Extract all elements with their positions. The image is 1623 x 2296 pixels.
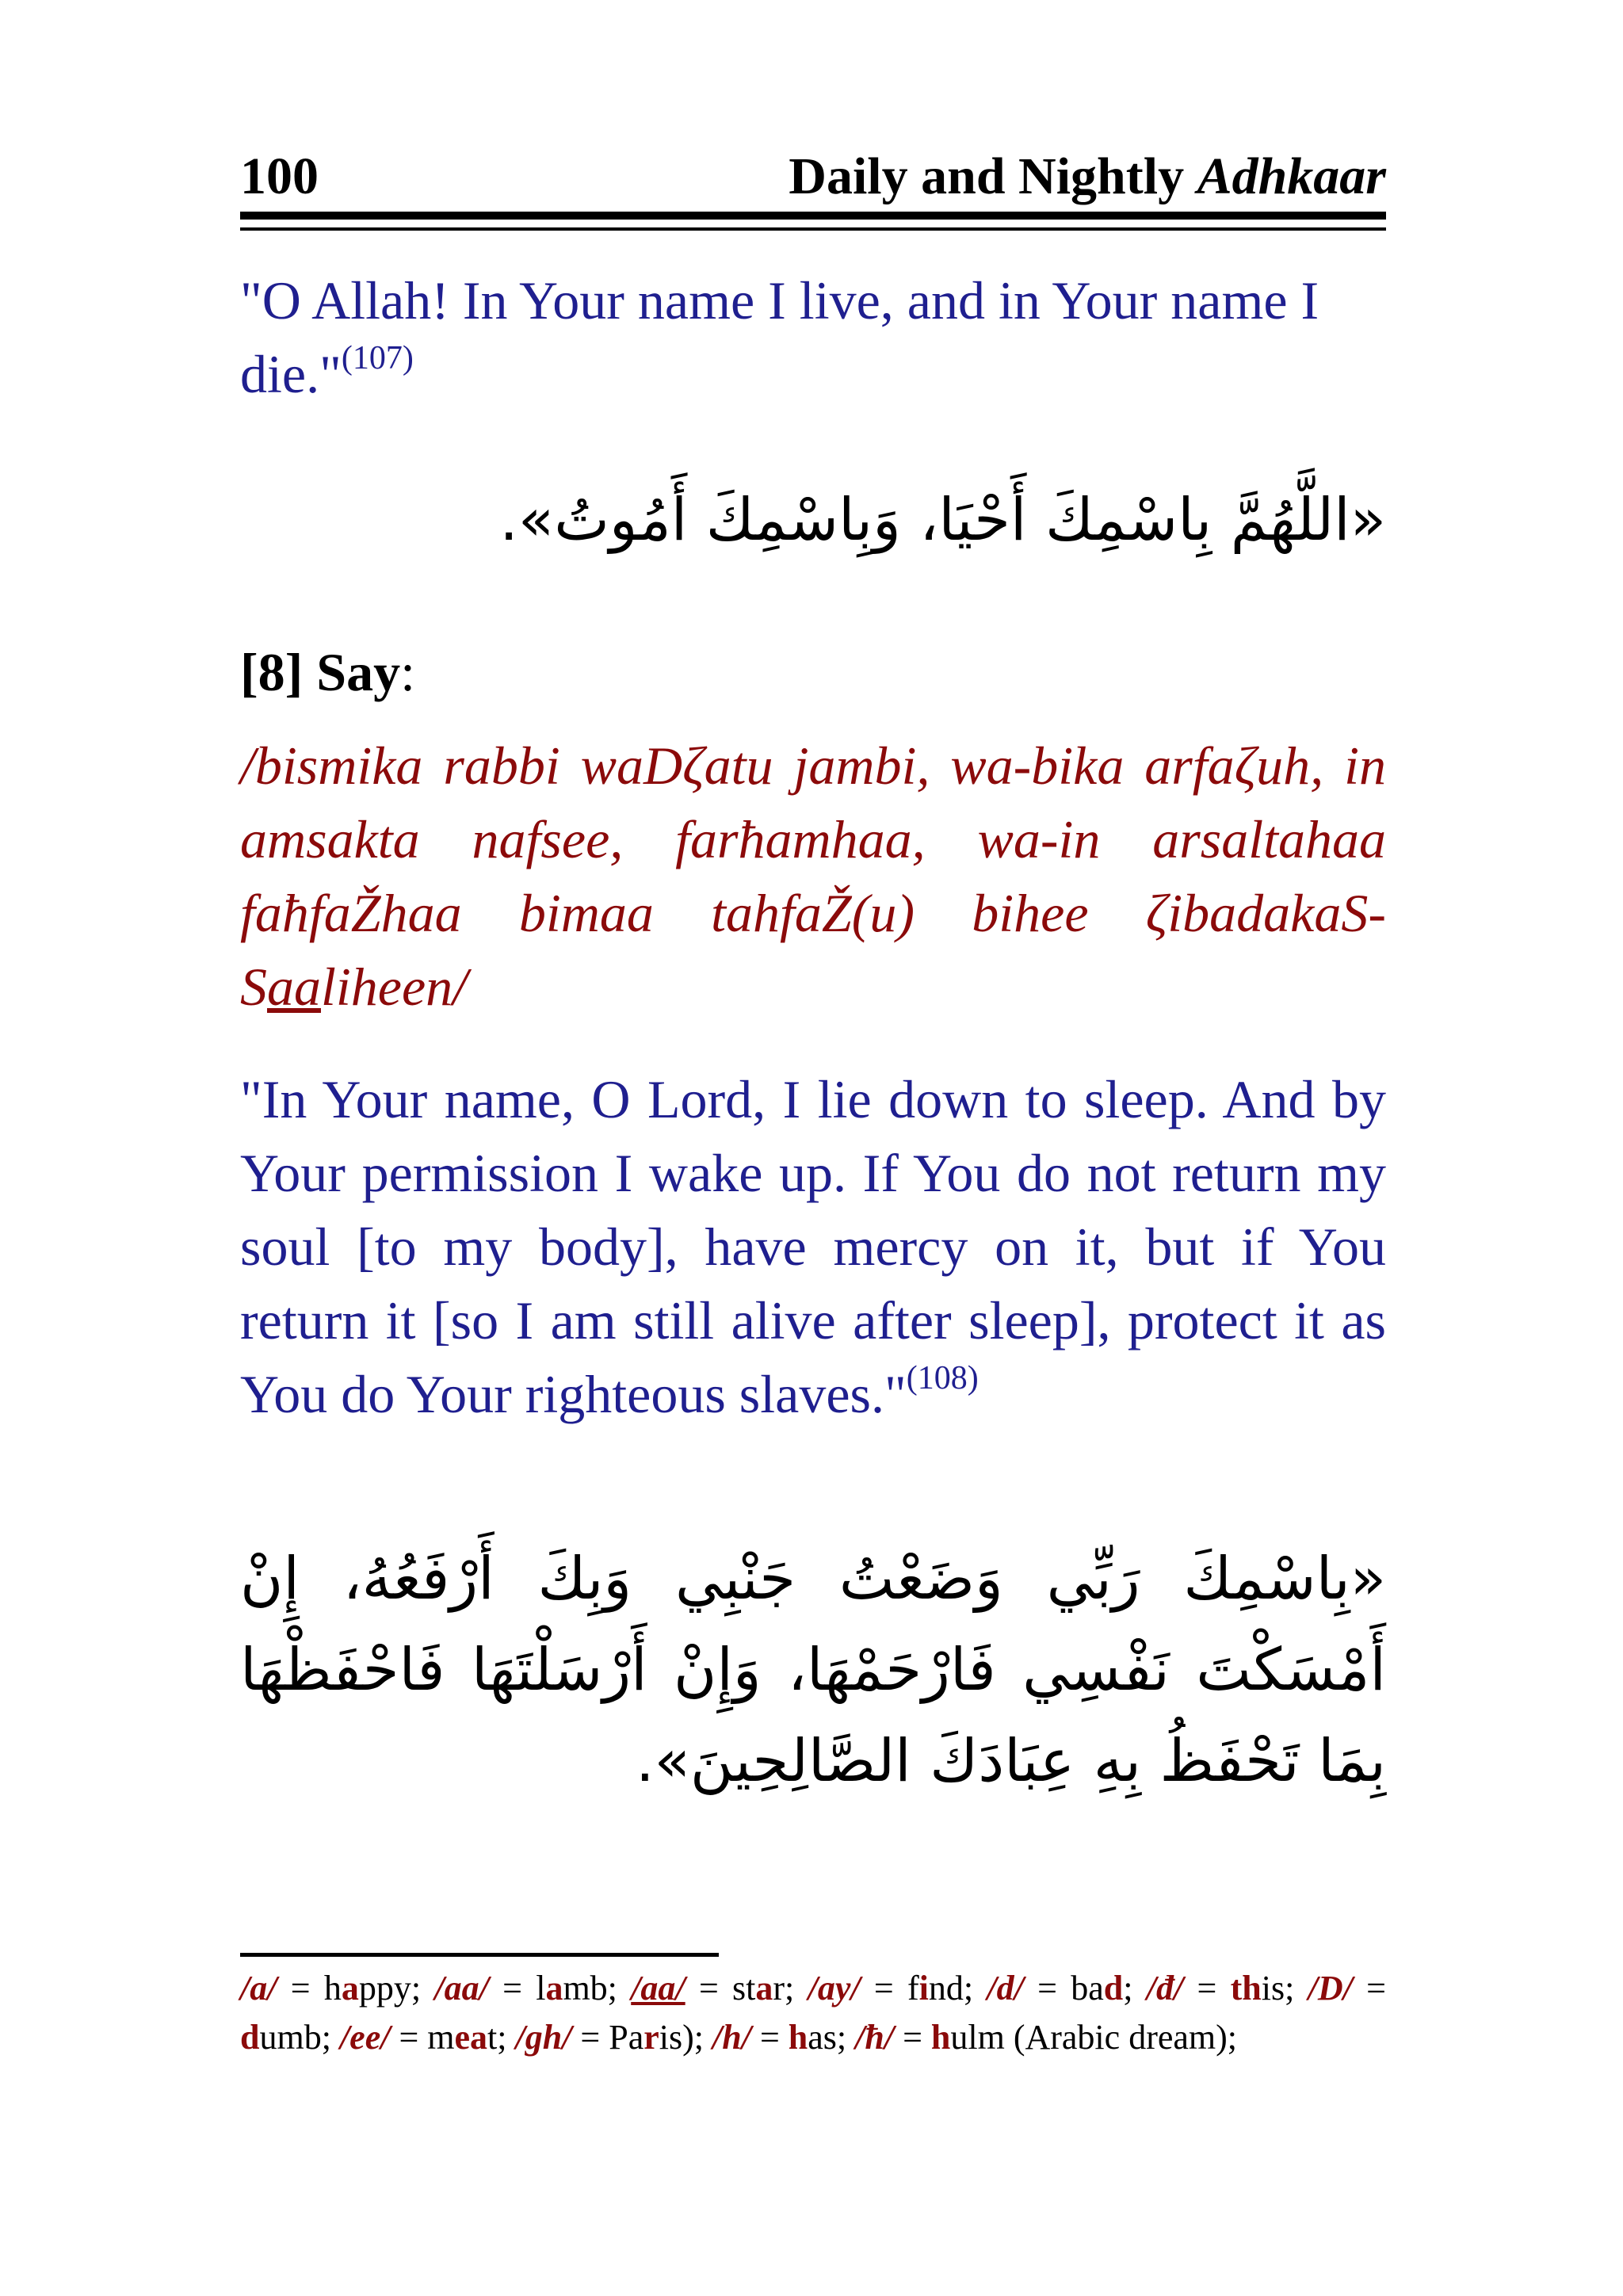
page-number: 100 bbox=[240, 147, 319, 205]
transliteration-underlined: aa bbox=[267, 957, 321, 1017]
book-page bbox=[240, 0, 1386, 2296]
section-label: [8] Say bbox=[240, 642, 401, 702]
footnote-entry: /ay/ = find; bbox=[808, 1969, 974, 2008]
book-title-italic: Adhkaar bbox=[1197, 147, 1386, 205]
pronunciation-key bbox=[240, 1964, 1386, 2062]
footnote-entry: /ħ/ = hulm (Arabic dream); bbox=[855, 2018, 1237, 2057]
footnote-ref-108: (108) bbox=[906, 1360, 979, 1396]
footnote-entry: /a/ = happy; bbox=[240, 1969, 422, 2008]
footnote-entry: /d/ = bad; bbox=[987, 1969, 1133, 2008]
footnote-entry: /ee/ = meat; bbox=[339, 2018, 507, 2057]
section-heading bbox=[240, 636, 415, 709]
arabic-supplication-108: «بِاسْمِكَ رَبِّي وَضَعْتُ جَنْبِي وَبِكَ أَرْفَعُهُ، إِنْ أَمْسَكْتَ نَفْسِي فَارْحَمْهَا، وَإِنْ أَرْسَلْتَهَا فَاحْفَظْهَا بِمَا تَحْفَظُ بِهِ عِبَادَكَ الصَّالِحِينَ». bbox=[240, 1545, 1386, 1795]
transliteration-post: liheen/ bbox=[321, 957, 468, 1017]
transliteration bbox=[240, 729, 1386, 1024]
header-rule-thin bbox=[240, 227, 1386, 231]
footnote-entry: /gh/ = Paris); bbox=[515, 2018, 705, 2057]
transliteration-pre: /bismika rabbi waDζatu jambi, wa-bika arfaζuh, in amsakta nafsee, farħamhaa, wa-in arsaltahaa faħfaŽhaa bimaa tahfaŽ(u) bihee ζibadakaS-S bbox=[240, 735, 1386, 1017]
footnote-separator bbox=[240, 1953, 719, 1957]
running-header bbox=[240, 147, 1386, 203]
section-colon: : bbox=[400, 642, 416, 702]
footnote-entry: /đ/ = this; bbox=[1146, 1969, 1295, 2008]
footnote-ref-107: (107) bbox=[341, 340, 414, 376]
translation-108 bbox=[240, 1063, 1386, 1431]
book-title-plain: Daily and Nightly bbox=[789, 147, 1197, 205]
translation-107-text: "O Allah! In Your name I live, and in Your name I die." bbox=[240, 270, 1319, 404]
translation-107 bbox=[240, 264, 1386, 411]
arabic-supplication-107: «اللَّهُمَّ بِاسْمِكَ أَحْيَا، وَبِاسْمِكَ أَمُوتُ». bbox=[499, 486, 1386, 554]
footnote-entry: /h/ = has; bbox=[712, 2018, 847, 2057]
footnote-entry: /aa/ = star; bbox=[631, 1969, 795, 2008]
footnote-entry: /aa/ = lamb; bbox=[434, 1969, 617, 2008]
header-rule-thick bbox=[240, 212, 1386, 220]
footnote-entry: /D/ = dumb; bbox=[240, 1969, 1386, 2057]
book-title bbox=[789, 147, 1386, 205]
translation-108-text: "In Your name, O Lord, I lie down to sleep. And by Your permission I wake up. If You do not return my soul [to my body], have mercy on it, but if You return it [so I am still alive after sleep], protect it as You do Your righteous slaves." bbox=[240, 1069, 1386, 1424]
